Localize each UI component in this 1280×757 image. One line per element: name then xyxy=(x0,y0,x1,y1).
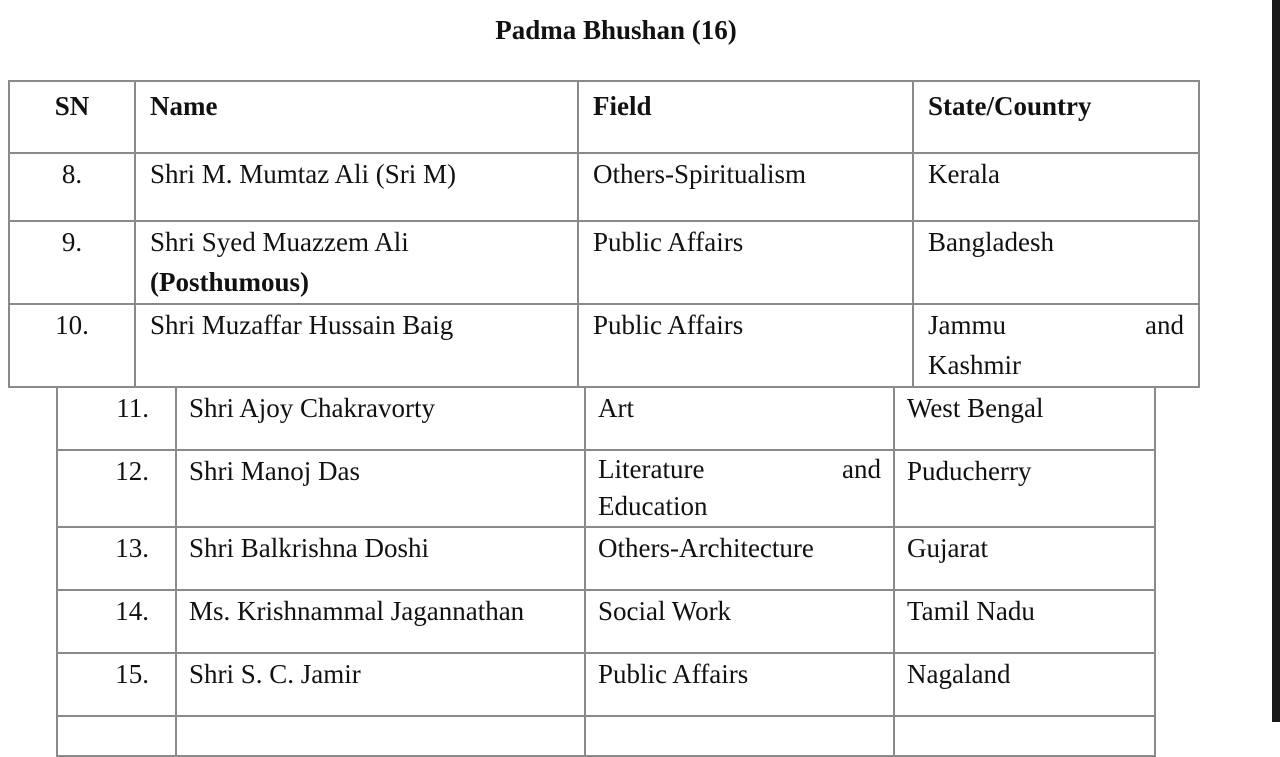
cell-name-text: Shri Syed Muazzem Ali xyxy=(150,227,409,257)
cell-sn: 12. xyxy=(57,450,176,527)
cell-state xyxy=(913,304,1199,387)
cell-name: Shri Manoj Das xyxy=(176,450,585,527)
cell-field-line2: Education xyxy=(598,491,708,521)
header-field: Field xyxy=(578,81,913,153)
cell-sn: 14. xyxy=(57,590,176,653)
cell-sn: 9. xyxy=(9,221,135,304)
cell-sn: 13. xyxy=(57,527,176,590)
cell-field: Art xyxy=(585,387,894,450)
table-row xyxy=(57,590,1155,653)
document-title: Padma Bhushan (16) xyxy=(495,15,737,45)
cell-name: Ms. Krishnammal Jagannathan xyxy=(176,590,585,653)
cell-state: West Bengal xyxy=(894,387,1155,450)
cell-sn: 10. xyxy=(9,304,135,387)
cell-sn xyxy=(57,716,176,756)
cell-state xyxy=(894,716,1155,756)
cell-state: Puducherry xyxy=(894,450,1155,527)
cell-sn: 11. xyxy=(57,387,176,450)
table-row xyxy=(57,527,1155,590)
cell-name xyxy=(135,221,578,304)
cell-state: Bangladesh xyxy=(913,221,1199,304)
cell-field-line1: Literature and xyxy=(598,454,881,484)
cell-state-line1: Jammu and xyxy=(928,310,1184,340)
cell-name: Shri S. C. Jamir xyxy=(176,653,585,716)
cell-field: Social Work xyxy=(585,590,894,653)
table-row xyxy=(57,653,1155,716)
table-row xyxy=(9,221,1199,304)
table-row xyxy=(57,387,1155,450)
cell-state: Kerala xyxy=(913,153,1199,221)
table-header-row xyxy=(9,81,1199,153)
header-name: Name xyxy=(135,81,578,153)
posthumous-note: (Posthumous) xyxy=(150,267,310,297)
table-row xyxy=(9,153,1199,221)
cell-state: Tamil Nadu xyxy=(894,590,1155,653)
cell-sn: 15. xyxy=(57,653,176,716)
window-edge xyxy=(1272,0,1280,722)
table-row xyxy=(57,450,1155,527)
awards-table-lower xyxy=(56,386,1156,757)
header-state: State/Country xyxy=(913,81,1199,153)
cell-field: Others-Spiritualism xyxy=(578,153,913,221)
cell-field: Public Affairs xyxy=(578,304,913,387)
cell-name xyxy=(176,716,585,756)
cell-field: Public Affairs xyxy=(585,653,894,716)
cell-field xyxy=(585,450,894,527)
cell-field xyxy=(585,716,894,756)
table-row xyxy=(9,304,1199,387)
awards-table-upper xyxy=(8,80,1200,388)
cell-name: Shri Ajoy Chakravorty xyxy=(176,387,585,450)
cell-name: Shri M. Mumtaz Ali (Sri M) xyxy=(135,153,578,221)
header-sn: SN xyxy=(9,81,135,153)
cell-state: Gujarat xyxy=(894,527,1155,590)
cell-name: Shri Balkrishna Doshi xyxy=(176,527,585,590)
cell-state: Nagaland xyxy=(894,653,1155,716)
cell-state-line2: Kashmir xyxy=(928,350,1021,380)
table-row xyxy=(57,716,1155,756)
cell-field: Public Affairs xyxy=(578,221,913,304)
cell-field: Others-Architecture xyxy=(585,527,894,590)
cell-name: Shri Muzaffar Hussain Baig xyxy=(135,304,578,387)
cell-sn: 8. xyxy=(9,153,135,221)
